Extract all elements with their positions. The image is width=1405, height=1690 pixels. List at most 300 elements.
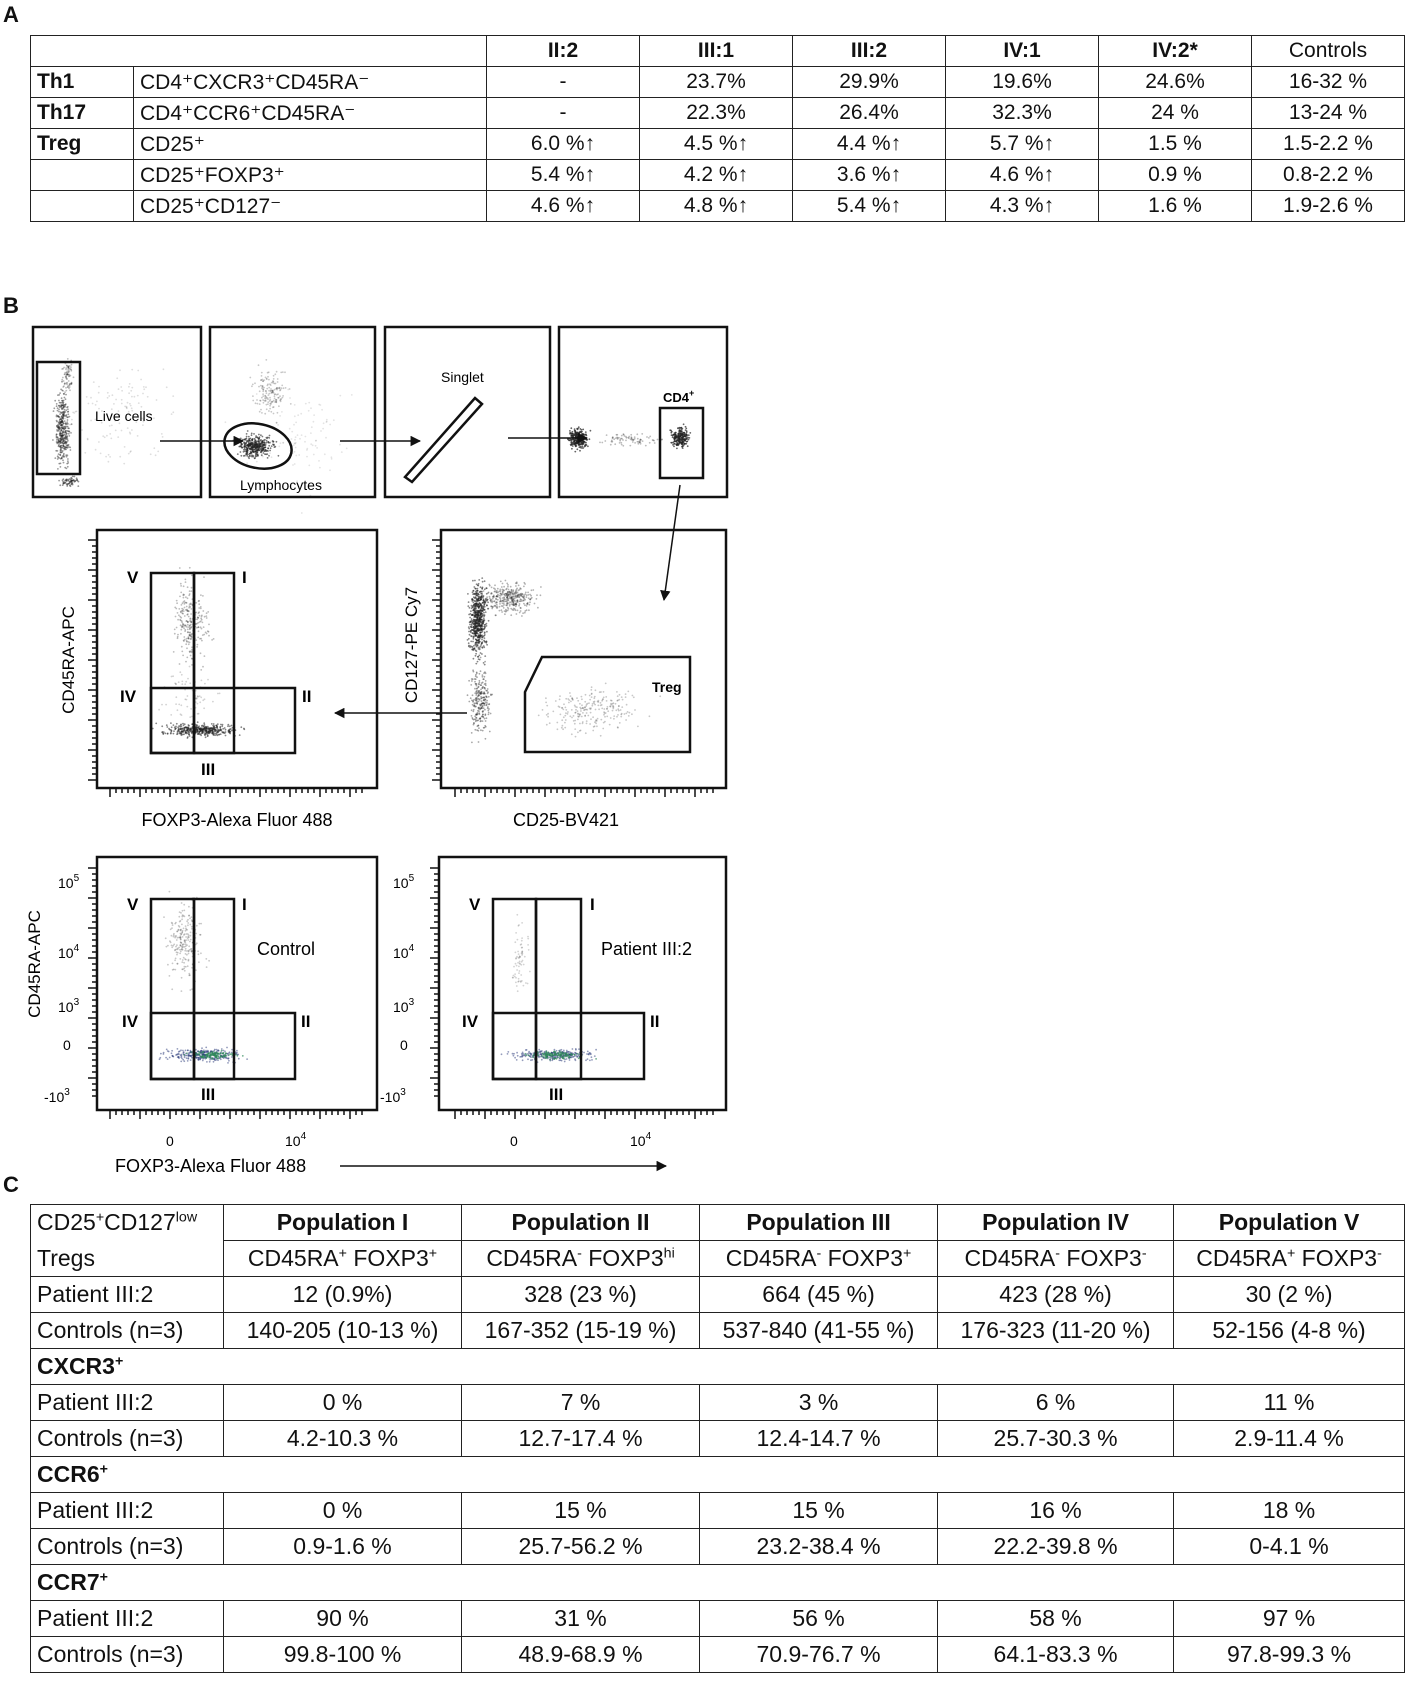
scatter-dot: [251, 439, 253, 441]
scatter-dot: [260, 409, 262, 411]
scatter-dot: [191, 988, 193, 990]
scatter-dot: [609, 724, 611, 726]
scatter-dot: [214, 734, 216, 736]
scatter-dot: [190, 932, 192, 934]
scatter-dot: [188, 960, 190, 962]
scatter-dot: [118, 388, 120, 390]
scatter-dot: [482, 676, 484, 678]
scatter-dot: [622, 445, 624, 447]
scatter-dot: [612, 437, 614, 439]
table-a-cell: 5.7 %↑: [946, 129, 1099, 160]
scatter-dot: [674, 439, 676, 441]
table-a-cell: 1.5 %: [1099, 129, 1252, 160]
scatter-dot: [108, 454, 110, 456]
scatter-dot: [293, 444, 295, 446]
scatter-dot: [505, 611, 507, 613]
scatter-dot: [486, 587, 488, 589]
scatter-dot: [121, 403, 123, 405]
scatter-dot: [129, 403, 131, 405]
scatter-dot: [191, 1051, 193, 1053]
scatter-dot: [128, 453, 130, 455]
scatter-dot: [593, 697, 595, 699]
scatter-dot: [239, 734, 241, 736]
scatter-dot: [687, 445, 689, 447]
scatter-dot: [308, 465, 310, 467]
scatter-dot: [626, 437, 628, 439]
scatter-dot: [184, 966, 186, 968]
scatter-dot: [598, 708, 600, 710]
scatter-dot: [521, 1056, 523, 1058]
scatter-dot: [252, 400, 254, 402]
scatter-dot: [252, 456, 254, 458]
scatter-dot: [143, 388, 145, 390]
scatter-dot: [475, 603, 477, 605]
scatter-dot: [182, 944, 184, 946]
scatter-dot: [492, 596, 494, 598]
scatter-dot: [631, 437, 633, 439]
scatter-dot: [251, 385, 253, 387]
scatter-dot: [483, 598, 485, 600]
scatter-dot: [675, 432, 677, 434]
scatter-dot: [186, 638, 188, 640]
scatter-dot: [492, 606, 494, 608]
scatter-dot: [181, 604, 183, 606]
scatter-dot: [186, 606, 188, 608]
scatter-dot: [686, 441, 688, 443]
scatter-dot: [182, 602, 184, 604]
scatter-dot: [157, 451, 159, 453]
scatter-dot: [621, 706, 623, 708]
scatter-dot: [478, 620, 480, 622]
scatter-dot: [52, 439, 54, 441]
scatter-dot: [618, 699, 620, 701]
scatter-dot: [170, 731, 172, 733]
scatter-dot: [629, 445, 631, 447]
scatter-dot: [277, 381, 279, 383]
scatter-dot: [577, 715, 579, 717]
scatter-dot: [582, 439, 584, 441]
scatter-dot: [477, 661, 479, 663]
scatter-dot: [93, 381, 95, 383]
scatter-dot: [268, 437, 270, 439]
scatter-dot: [310, 432, 312, 434]
scatter-dot: [281, 411, 283, 413]
scatter-dot: [509, 596, 511, 598]
scatter-dot: [189, 590, 191, 592]
scatter-dot: [471, 646, 473, 648]
scatter-dot: [520, 607, 522, 609]
scatter-dot: [520, 610, 522, 612]
table-a-cell: 13-24 %: [1252, 98, 1405, 129]
scatter-dot: [184, 615, 186, 617]
scatter-dot: [519, 970, 521, 972]
scatter-dot: [484, 588, 486, 590]
scatter-dot: [179, 953, 181, 955]
scatter-dot: [561, 727, 563, 729]
scatter-dot: [593, 726, 595, 728]
scatter-dot: [623, 433, 625, 435]
scatter-dot: [189, 682, 191, 684]
scatter-dot: [577, 435, 579, 437]
scatter-dot: [186, 706, 188, 708]
scatter-dot: [316, 447, 318, 449]
scatter-dot: [571, 697, 573, 699]
scatter-dot: [56, 420, 58, 422]
scatter-dot: [222, 724, 224, 726]
scatter-dot: [109, 456, 111, 458]
scatter-dot: [481, 653, 483, 655]
scatter-dot: [579, 450, 581, 452]
scatter-dot: [54, 400, 56, 402]
scatter-dot: [517, 962, 519, 964]
scatter-dot: [603, 722, 605, 724]
scatter-dot: [487, 710, 489, 712]
scatter-dot: [237, 453, 239, 455]
scatter-dot: [485, 701, 487, 703]
scatter-dot: [546, 705, 548, 707]
scatter-dot: [119, 369, 121, 371]
scatter-dot: [513, 595, 515, 597]
scatter-dot: [478, 698, 480, 700]
scatter-dot: [554, 1049, 556, 1051]
scatter-dot: [475, 655, 477, 657]
table-a-cell: 0.8-2.2 %: [1252, 160, 1405, 191]
scatter-dot: [525, 982, 527, 984]
scatter-dot: [482, 730, 484, 732]
scatter-dot: [629, 712, 631, 714]
scatter-dot: [477, 588, 479, 590]
scatter-dot: [580, 436, 582, 438]
scatter-dot: [571, 717, 573, 719]
scatter-dot: [66, 407, 68, 409]
scatter-dot: [649, 436, 651, 438]
scatter-dot: [632, 441, 634, 443]
scatter-dot: [473, 658, 475, 660]
scatter-dot: [203, 634, 205, 636]
scatter-dot: [206, 633, 208, 635]
scatter-dot: [471, 614, 473, 616]
scatter-dot: [514, 973, 516, 975]
scatter-dot: [153, 417, 155, 419]
scatter-dot: [71, 419, 73, 421]
scatter-dot: [63, 406, 65, 408]
scatter-dot: [188, 643, 190, 645]
scatter-dot: [187, 610, 189, 612]
scatter-dot: [179, 926, 181, 928]
scatter-dot: [478, 625, 480, 627]
scatter-dot: [476, 690, 478, 692]
table-a-cell: 24.6%: [1099, 67, 1252, 98]
scatter-dot: [621, 713, 623, 715]
scatter-dot: [166, 946, 168, 948]
scatter-dot: [181, 651, 183, 653]
scatter-dot: [197, 730, 199, 732]
scatter-dot: [181, 1055, 183, 1057]
scatter-dot: [476, 717, 478, 719]
scatter-dot: [256, 452, 258, 454]
scatter-dot: [185, 579, 187, 581]
scatter-dot: [57, 468, 59, 470]
table-a-cell: -: [487, 67, 640, 98]
scatter-dot: [262, 393, 264, 395]
scatter-dot: [166, 724, 168, 726]
scatter-dot: [516, 604, 518, 606]
scatter-dot: [186, 626, 188, 628]
scatter-dot: [65, 448, 67, 450]
scatter-dot: [477, 692, 479, 694]
scatter-dot: [297, 414, 299, 416]
scatter-dot: [212, 725, 214, 727]
scatter-dot: [98, 392, 100, 394]
scatter-dot: [561, 719, 563, 721]
scatter-dot: [556, 722, 558, 724]
scatter-dot: [218, 1055, 220, 1057]
scatter-dot: [60, 454, 62, 456]
scatter-dot: [545, 702, 547, 704]
scatter-dot: [591, 686, 593, 688]
scatter-dot: [181, 610, 183, 612]
scatter-dot: [478, 648, 480, 650]
scatter-dot: [529, 971, 531, 973]
scatter-dot: [509, 591, 511, 593]
scatter-dot: [185, 936, 187, 938]
scatter-dot: [294, 404, 296, 406]
scatter-dot: [688, 439, 690, 441]
scatter-dot: [221, 731, 223, 733]
scatter-dot: [63, 414, 65, 416]
scatter-dot: [478, 686, 480, 688]
scatter-dot: [505, 580, 507, 582]
scatter-dot: [478, 741, 480, 743]
scatter-dot: [471, 620, 473, 622]
scatter-dot: [606, 434, 608, 436]
scatter-dot: [184, 629, 186, 631]
scatter-dot: [311, 426, 313, 428]
scatter-dot: [485, 690, 487, 692]
scatter-dot: [181, 918, 183, 920]
scatter-dot: [246, 448, 248, 450]
table-a-cell: 4.2 %↑: [640, 160, 793, 191]
scatter-dot: [184, 607, 186, 609]
scatter-dot: [469, 624, 471, 626]
scatter-dot: [481, 641, 483, 643]
scatter-dot: [339, 444, 341, 446]
scatter-dot: [329, 424, 331, 426]
scatter-dot: [680, 432, 682, 434]
scatter-dot: [579, 432, 581, 434]
scatter-dot: [178, 929, 180, 931]
scatter-dot: [179, 921, 181, 923]
scatter-dot: [191, 928, 193, 930]
scatter-dot: [497, 599, 499, 601]
scatter-dot: [74, 476, 76, 478]
scatter-dot: [472, 580, 474, 582]
scatter-dot: [681, 446, 683, 448]
scatter-dot: [68, 366, 70, 368]
scatter-dot: [595, 1049, 597, 1051]
scatter-dot: [570, 701, 572, 703]
scatter-dot: [111, 425, 113, 427]
scatter-dot: [190, 655, 192, 657]
scatter-dot: [485, 680, 487, 682]
scatter-dot: [246, 436, 248, 438]
scatter-dot: [469, 607, 471, 609]
scatter-dot: [213, 723, 215, 725]
scatter-dot: [679, 435, 681, 437]
scatter-dot: [479, 717, 481, 719]
scatter-dot: [510, 594, 512, 596]
scatter-dot: [592, 730, 594, 732]
scatter-dot: [187, 626, 189, 628]
scatter-dot: [174, 949, 176, 951]
scatter-dot: [279, 395, 281, 397]
scatter-dot: [305, 436, 307, 438]
scatter-dot: [189, 918, 191, 920]
scatter-dot: [205, 958, 207, 960]
scatter-dot: [171, 726, 173, 728]
scatter-dot: [179, 596, 181, 598]
scatter-dot: [169, 940, 171, 942]
scatter-dot: [474, 681, 476, 683]
scatter-dot: [622, 439, 624, 441]
scatter-dot: [482, 678, 484, 680]
scatter-dot: [180, 585, 182, 587]
scatter-dot: [471, 629, 473, 631]
scatter-dot: [254, 382, 256, 384]
scatter-dot: [190, 613, 192, 615]
scatter-dot: [184, 946, 186, 948]
scatter-dot: [574, 728, 576, 730]
scatter-dot: [227, 725, 229, 727]
scatter-dot: [541, 1059, 543, 1061]
scatter-dot: [480, 692, 482, 694]
scatter-dot: [57, 455, 59, 457]
scatter-dot: [175, 946, 177, 948]
scatter-dot: [127, 402, 129, 404]
scatter-dot: [526, 594, 528, 596]
scatter-dot: [524, 604, 526, 606]
scatter-dot: [590, 689, 592, 691]
scatter-dot: [475, 663, 477, 665]
scatter-dot: [636, 433, 638, 435]
scatter-dot: [479, 673, 481, 675]
scatter-dot: [515, 952, 517, 954]
scatter-dot: [679, 427, 681, 429]
scatter-dot: [640, 439, 642, 441]
scatter-dot: [519, 596, 521, 598]
scatter-dot: [471, 649, 473, 651]
scatter-dot: [208, 733, 210, 735]
scatter-dot: [509, 601, 511, 603]
scatter-dot: [619, 722, 621, 724]
scatter-dot: [145, 386, 147, 388]
scatter-dot: [197, 950, 199, 952]
scatter-dot: [585, 431, 587, 433]
table-a-header-row: [31, 36, 1405, 67]
scatter-dot: [186, 920, 188, 922]
scatter-dot: [473, 596, 475, 598]
scatter-dot: [208, 960, 210, 962]
scatter-dot: [624, 713, 626, 715]
scatter-dot: [172, 411, 174, 413]
scatter-dot: [512, 1053, 514, 1055]
scatter-dot: [488, 714, 490, 716]
scatter-dot: [243, 728, 245, 730]
scatter-dot: [468, 642, 470, 644]
scatter-dot: [580, 710, 582, 712]
scatter-dot: [57, 394, 59, 396]
scatter-dot: [496, 604, 498, 606]
table-a-cell: 5.4 %↑: [793, 191, 946, 222]
scatter-dot: [229, 728, 231, 730]
scatter-dot: [65, 424, 67, 426]
scatter-dot: [183, 962, 185, 964]
scatter-dot: [65, 418, 67, 420]
scatter-dot: [209, 1061, 211, 1063]
scatter-dot: [62, 436, 64, 438]
scatter-dot: [523, 985, 525, 987]
scatter-dot: [181, 646, 183, 648]
scatter-dot: [66, 374, 68, 376]
table-a-marker: CD25⁺CD127⁻: [134, 191, 487, 222]
scatter-dot: [184, 970, 186, 972]
scatter-dot: [165, 937, 167, 939]
scatter-dot: [588, 702, 590, 704]
scatter-dot: [602, 728, 604, 730]
table-row: [31, 191, 1405, 222]
scatter-dot: [165, 704, 167, 706]
scatter-dot: [269, 397, 271, 399]
scatter-dot: [478, 583, 480, 585]
scatter-dot: [471, 732, 473, 734]
scatter-dot: [66, 378, 68, 380]
scatter-dot: [487, 707, 489, 709]
scatter-dot: [472, 591, 474, 593]
table-row: [31, 98, 1405, 129]
scatter-dot: [500, 601, 502, 603]
scatter-dot: [562, 728, 564, 730]
scatter-dot: [519, 961, 521, 963]
scatter-dot: [90, 420, 92, 422]
scatter-dot: [64, 432, 66, 434]
scatter-dot: [476, 729, 478, 731]
scatter-dot: [325, 437, 327, 439]
scatter-dot: [586, 435, 588, 437]
scatter-dot: [147, 396, 149, 398]
scatter-dot: [266, 404, 268, 406]
scatter-dot: [575, 736, 577, 738]
scatter-dot: [473, 586, 475, 588]
scatter-dot: [285, 387, 287, 389]
scatter-dot: [227, 1053, 229, 1055]
scatter-dot: [230, 1053, 232, 1055]
scatter-dot: [176, 600, 178, 602]
scatter-dot: [490, 605, 492, 607]
scatter-dot: [677, 427, 679, 429]
scatter-dot: [167, 1058, 169, 1060]
scatter-dot: [186, 657, 188, 659]
scatter-dot: [478, 690, 480, 692]
scatter-dot: [485, 720, 487, 722]
scatter-dot: [266, 392, 268, 394]
scatter-dot: [155, 723, 157, 725]
scatter-dot: [195, 602, 197, 604]
scatter-dot: [484, 718, 486, 720]
scatter-dot: [116, 377, 118, 379]
scatter-dot: [474, 718, 476, 720]
scatter-dot: [180, 611, 182, 613]
scatter-dot: [515, 582, 517, 584]
